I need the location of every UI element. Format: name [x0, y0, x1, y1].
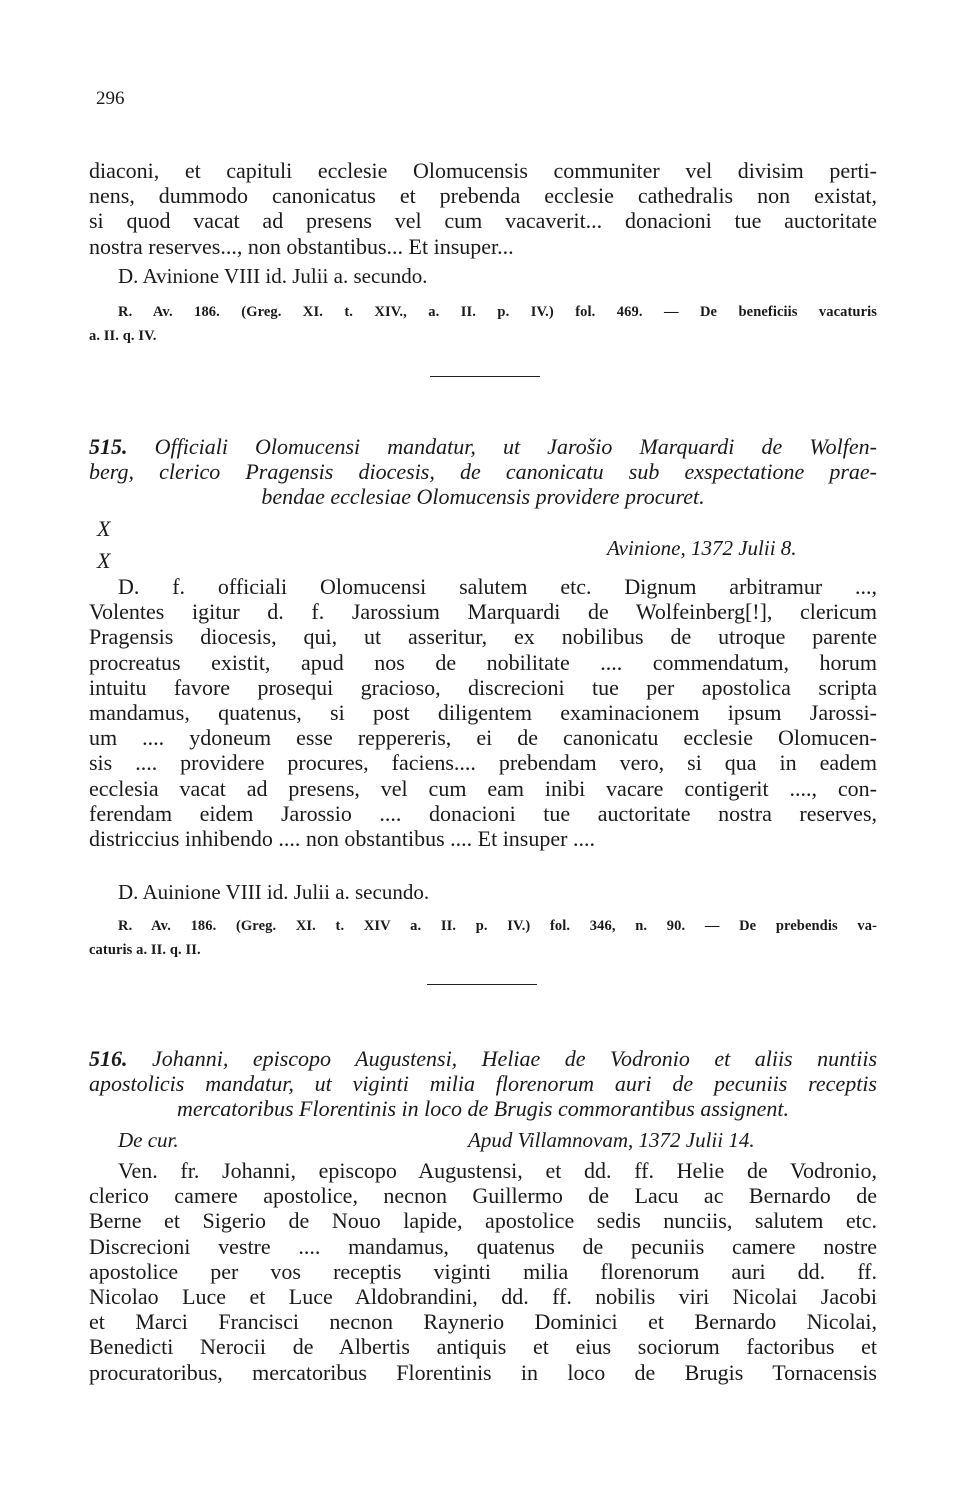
heading-line: Officiali Olomucensi mandatur, ut Jarošio Marquardi de Wolfen- — [154, 434, 877, 459]
text-line: et Marci Francisci necnon Raynerio Dominici et Bernardo Nicolai, — [89, 1309, 877, 1335]
section-divider — [430, 376, 540, 377]
text-line: intuitu favore prosequi gracioso, discrecioni tue per apostolica scripta — [89, 674, 877, 700]
source-reference — [89, 300, 877, 348]
text-line: ferendam eidem Jarossio .... donacioni tue auctoritate nostra reserves, — [89, 800, 877, 826]
text-line: um .... ydoneum esse reppereris, ei de canonicatu ecclesie Olomucen- — [89, 725, 877, 751]
text-line: Volentes igitur d. f. Jarossium Marquardi de Wolfeinberg[!], clericum — [89, 599, 877, 625]
heading-line: berg, clerico Pragensis diocesis, de canonicatu sub exspectatione prae- — [89, 459, 877, 485]
entry-516-body — [89, 1158, 877, 1385]
text-line: D. f. officiali Olomucensi salutem etc. Dignum arbitramur ..., — [118, 574, 877, 599]
text-line: sis .... providere procures, faciens.... prebendam vero, si qua in eadem — [89, 750, 877, 776]
heading-line: bendae ecclesiae Olomucensis providere procuret. — [261, 484, 705, 510]
text-line: Berne et Sigerio de Nouo lapide, apostolice sedis nunciis, salutem etc. — [89, 1208, 877, 1234]
entry-515-heading — [89, 434, 877, 510]
source-reference — [89, 914, 877, 962]
source-line: R. Av. 186. (Greg. XI. t. XIV a. II. p. IV.) fol. 346, n. 90. — De prebendis va- — [118, 918, 877, 934]
place-date: Apud Villamnovam, 1372 Julii 14. — [468, 1128, 755, 1152]
date-line: D. Auinione VIII id. Julii a. secundo. — [118, 880, 430, 904]
text-line: si quod vacat ad presens vel cum vacaverit... donacioni tue auctoritate — [89, 208, 877, 234]
marginal-mark: X — [97, 516, 111, 541]
place-date: Avinione, 1372 Julii 8. — [607, 536, 797, 560]
text-line: diaconi, et capituli ecclesie Olomucensis communiter vel divisim perti- — [89, 158, 877, 183]
text-line: mandamus, quatenus, si post diligentem examinacionem ipsum Jarossi- — [89, 700, 877, 726]
source-line: caturis a. II. q. II. — [89, 942, 201, 958]
text-line: nostra reserves..., non obstantibus... Et insuper... — [89, 233, 514, 259]
heading-line: apostolicis mandatur, ut viginti milia florenorum auri de pecuniis receptis — [89, 1071, 877, 1097]
text-line: clerico camere apostolice, necnon Guillermo de Lacu ac Bernardo de — [89, 1183, 877, 1209]
entry-515-body — [89, 574, 877, 851]
entry-number: 515. — [89, 434, 128, 459]
text-line: districcius inhibendo .... non obstantibus .... Et insuper .... — [89, 826, 595, 852]
entry-number: 516. — [89, 1046, 128, 1071]
text-line: apostolice per vos receptis viginti milia florenorum auri dd. ff. — [89, 1258, 877, 1284]
text-line: procuratoribus, mercatoribus Florentinis in loco de Brugis Tornacensis — [89, 1359, 877, 1385]
date-line: D. Avinione VIII id. Julii a. secundo. — [118, 264, 428, 288]
text-line: Discrecioni vestre .... mandamus, quatenus de pecuniis camere nostre — [89, 1233, 877, 1259]
text-line: nens, dummodo canonicatus et prebenda ecclesie cathedralis non existat, — [89, 183, 877, 209]
text-line: Ven. fr. Johanni, episcopo Augustensi, et dd. ff. Helie de Vodronio, — [118, 1158, 877, 1183]
page-number: 296 — [96, 88, 125, 109]
text-line: Pragensis diocesis, qui, ut asseritur, ex nobilibus de utroque parente — [89, 624, 877, 650]
source-line: a. II. q. IV. — [89, 328, 157, 344]
continuation-text — [89, 158, 877, 259]
heading-line: Johanni, episcopo Augustensi, Heliae de Vodronio et aliis nuntiis — [151, 1046, 878, 1071]
text-line: Nicolao Luce et Luce Aldobrandini, dd. ff. nobilis viri Nicolai Jacobi — [89, 1284, 877, 1310]
source-line: R. Av. 186. (Greg. XI. t. XIV., a. II. p. IV.) fol. 469. — De beneficiis vacaturis — [118, 304, 877, 320]
section-divider — [427, 984, 537, 985]
entry-516-heading — [89, 1046, 877, 1122]
text-line: ecclesia vacat ad presens, vel cum eam inibi vacare contigerit ...., con- — [89, 775, 877, 801]
origin-note: De cur. — [118, 1128, 179, 1152]
marginal-mark: X — [97, 548, 111, 573]
text-line: procreatus existit, apud nos de nobilitate .... commendatum, horum — [89, 649, 877, 675]
heading-line: mercatoribus Florentinis in loco de Brugis commorantibus assignent. — [177, 1096, 789, 1122]
text-line: Benedicti Nerocii de Albertis antiquis et eius sociorum factoribus et — [89, 1334, 877, 1360]
